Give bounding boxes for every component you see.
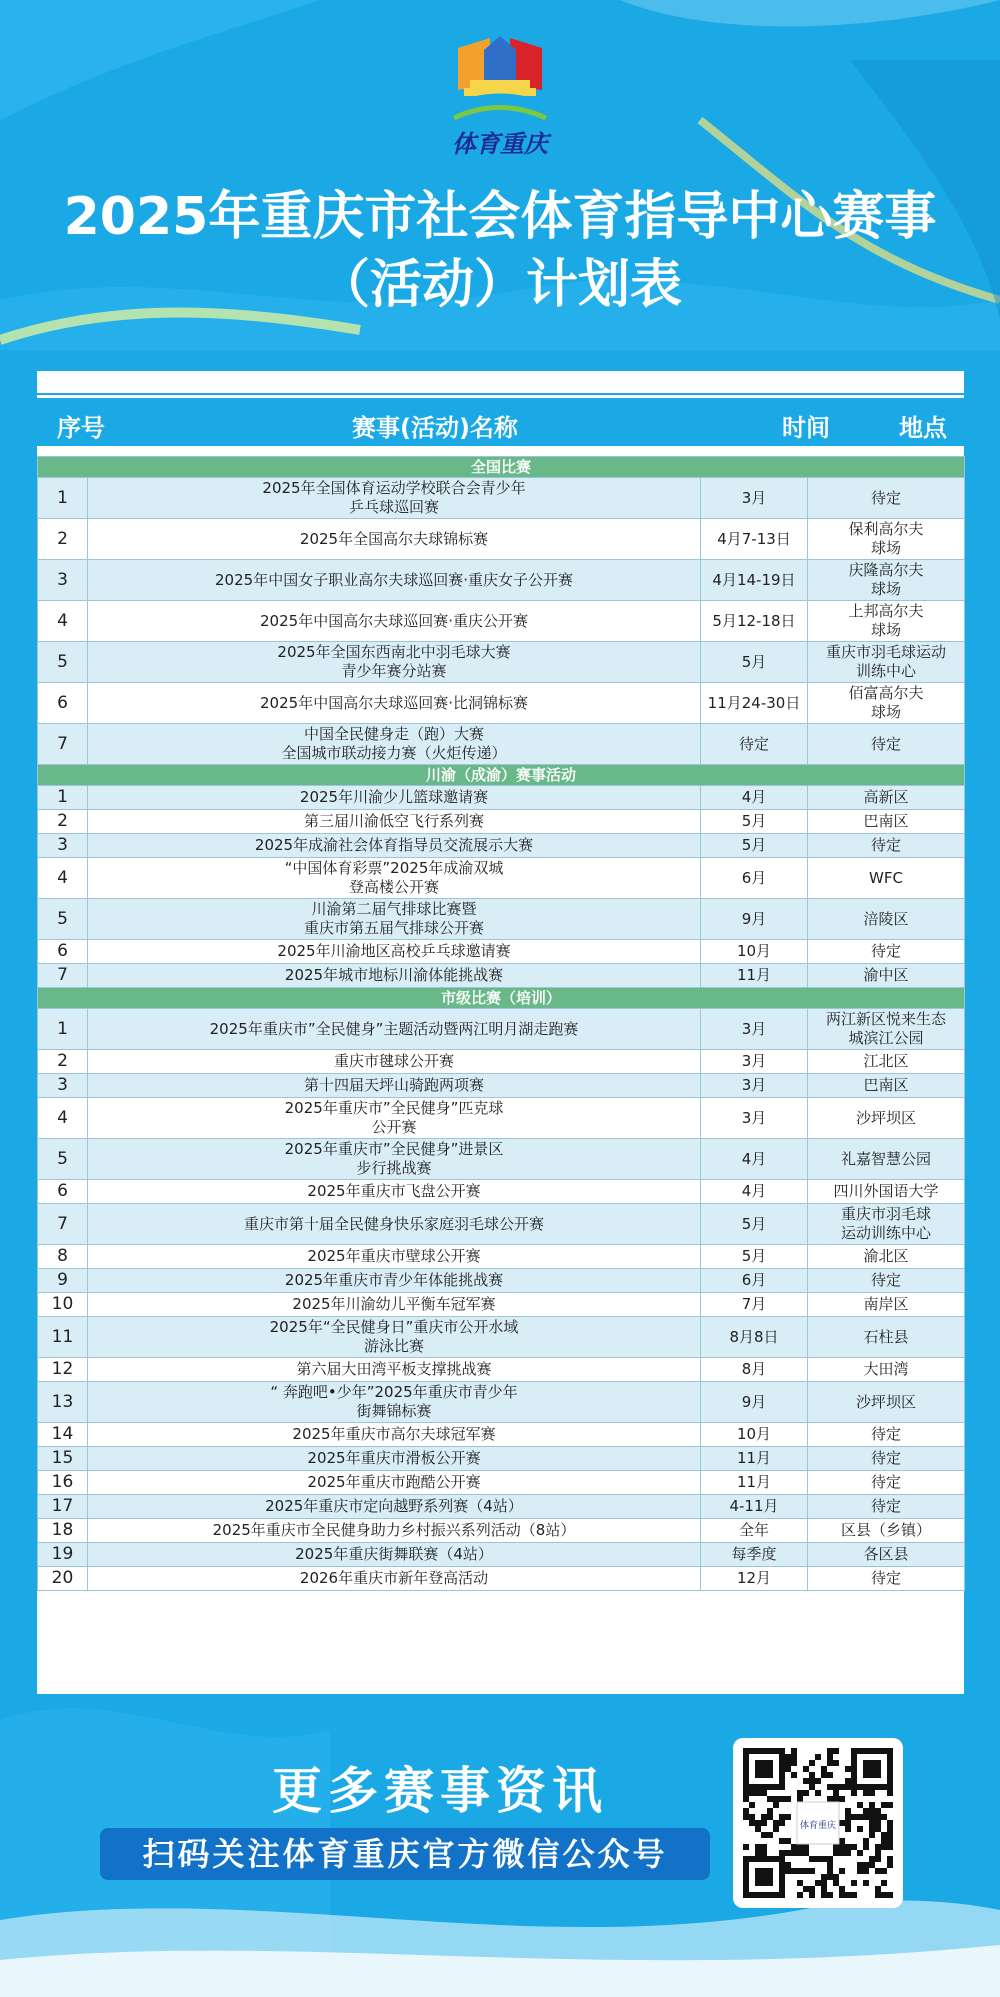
event-place: 石柱县	[808, 1317, 965, 1358]
event-name: 重庆市毽球公开赛	[88, 1050, 701, 1074]
event-place: 佰富高尔夫 球场	[808, 683, 965, 724]
event-place: 重庆市羽毛球运动 训练中心	[808, 642, 965, 683]
table-row	[38, 1269, 965, 1293]
event-time: 3月	[701, 1009, 808, 1050]
table-row	[38, 786, 965, 810]
event-name: 中国全民健身走（跑）大赛 全国城市联动接力赛（火炬传递）	[88, 724, 701, 765]
row-number: 2	[38, 810, 88, 834]
event-place: 渝北区	[808, 1245, 965, 1269]
event-place: 上邦高尔夫 球场	[808, 601, 965, 642]
table-row	[38, 940, 965, 964]
event-place: 礼嘉智慧公园	[808, 1139, 965, 1180]
row-number: 7	[38, 724, 88, 765]
event-time: 5月	[701, 1204, 808, 1245]
event-time: 5月	[701, 834, 808, 858]
row-number: 10	[38, 1293, 88, 1317]
table-row	[38, 1567, 965, 1591]
event-name: 2025年中国高尔夫球巡回赛·比洞锦标赛	[88, 683, 701, 724]
row-number: 6	[38, 940, 88, 964]
page-title-line2: （活动）计划表	[317, 255, 682, 315]
event-name: 2025年城市地标川渝体能挑战赛	[88, 964, 701, 988]
row-number: 8	[38, 1245, 88, 1269]
row-number: 20	[38, 1567, 88, 1591]
table-row	[38, 642, 965, 683]
section-header-row	[38, 457, 965, 478]
event-name: 第十四届天坪山骑跑两项赛	[88, 1074, 701, 1098]
event-time: 每季度	[701, 1543, 808, 1567]
qr-code-icon[interactable]	[743, 1748, 893, 1898]
row-number: 1	[38, 478, 88, 519]
event-place: 沙坪坝区	[808, 1098, 965, 1139]
event-time: 3月	[701, 1098, 808, 1139]
event-time: 7月	[701, 1293, 808, 1317]
footer-subtitle: 扫码关注体育重庆官方微信公众号	[100, 1828, 710, 1880]
event-time: 12月	[701, 1567, 808, 1591]
event-place: 待定	[808, 940, 965, 964]
row-number: 1	[38, 786, 88, 810]
event-place: 待定	[808, 1423, 965, 1447]
table-row	[38, 1423, 965, 1447]
event-name: 2025年川渝少儿篮球邀请赛	[88, 786, 701, 810]
row-number: 3	[38, 1074, 88, 1098]
section-header-row	[38, 988, 965, 1009]
section-header-row	[38, 765, 965, 786]
table-row	[38, 1139, 965, 1180]
event-place: 待定	[808, 478, 965, 519]
section-title: 全国比赛	[38, 457, 965, 478]
row-number: 15	[38, 1447, 88, 1471]
table-row	[38, 1358, 965, 1382]
row-number: 4	[38, 858, 88, 899]
table-row	[38, 964, 965, 988]
event-name: 2025年重庆市滑板公开赛	[88, 1447, 701, 1471]
row-number: 1	[38, 1009, 88, 1050]
row-number: 2	[38, 519, 88, 560]
row-number: 16	[38, 1471, 88, 1495]
event-time: 待定	[701, 724, 808, 765]
row-number: 3	[38, 560, 88, 601]
table-row	[38, 1447, 965, 1471]
event-name: “中国体育彩票”2025年成渝双城 登高楼公开赛	[88, 858, 701, 899]
event-name: 2025年重庆市全民健身助力乡村振兴系列活动（8站）	[88, 1519, 701, 1543]
event-place: 待定	[808, 724, 965, 765]
row-number: 5	[38, 899, 88, 940]
event-place: 保利高尔夫 球场	[808, 519, 965, 560]
event-place: 巴南区	[808, 810, 965, 834]
event-name: 2025年重庆街舞联赛（4站）	[88, 1543, 701, 1567]
event-time: 11月	[701, 1447, 808, 1471]
event-time: 11月24-30日	[701, 683, 808, 724]
header-time: 时间	[782, 414, 830, 442]
row-number: 3	[38, 834, 88, 858]
event-name: 2025年中国女子职业高尔夫球巡回赛·重庆女子公开赛	[88, 560, 701, 601]
footer-title: 更多赛事资讯	[272, 1762, 608, 1820]
row-number: 4	[38, 601, 88, 642]
table-row	[38, 724, 965, 765]
event-time: 5月	[701, 810, 808, 834]
table-row	[38, 810, 965, 834]
event-name: 2025年“全民健身日”重庆市公开水域 游泳比赛	[88, 1317, 701, 1358]
table-row	[38, 1180, 965, 1204]
row-number: 14	[38, 1423, 88, 1447]
table-row	[38, 1074, 965, 1098]
row-number: 12	[38, 1358, 88, 1382]
section-title: 川渝（成渝）赛事活动	[38, 765, 965, 786]
event-time: 3月	[701, 1074, 808, 1098]
table-row	[38, 1098, 965, 1139]
event-time: 4月14-19日	[701, 560, 808, 601]
event-time: 全年	[701, 1519, 808, 1543]
header-place: 地点	[899, 414, 947, 442]
logo-text: 体育重庆	[452, 129, 548, 158]
event-name: 2025年全国高尔夫球锦标赛	[88, 519, 701, 560]
event-name: 2025年重庆市飞盘公开赛	[88, 1180, 701, 1204]
row-number: 13	[38, 1382, 88, 1423]
event-place: 待定	[808, 1471, 965, 1495]
row-number: 17	[38, 1495, 88, 1519]
row-number: 4	[38, 1098, 88, 1139]
logo	[440, 30, 560, 160]
table-row	[38, 834, 965, 858]
event-time: 11月	[701, 1471, 808, 1495]
event-name: 2025年全国体育运动学校联合会青少年 乒乓球巡回赛	[88, 478, 701, 519]
event-name: 2025年重庆市”全民健身”进景区 步行挑战赛	[88, 1139, 701, 1180]
table-row	[38, 858, 965, 899]
table-row	[38, 1543, 965, 1567]
event-time: 5月12-18日	[701, 601, 808, 642]
row-number: 5	[38, 642, 88, 683]
event-place: 四川外国语大学	[808, 1180, 965, 1204]
row-number: 6	[38, 1180, 88, 1204]
event-name: 2025年重庆市青少年体能挑战赛	[88, 1269, 701, 1293]
event-name: 2025年成渝社会体育指导员交流展示大赛	[88, 834, 701, 858]
event-place: 渝中区	[808, 964, 965, 988]
event-place: 待定	[808, 834, 965, 858]
table-row	[38, 1009, 965, 1050]
section-title: 市级比赛（培训）	[38, 988, 965, 1009]
event-time: 4-11月	[701, 1495, 808, 1519]
row-number: 7	[38, 1204, 88, 1245]
event-time: 8月	[701, 1358, 808, 1382]
event-name: 2025年全国东西南北中羽毛球大赛 青少年赛分站赛	[88, 642, 701, 683]
table-row	[38, 1317, 965, 1358]
event-time: 9月	[701, 1382, 808, 1423]
event-time: 5月	[701, 642, 808, 683]
table-row	[38, 1495, 965, 1519]
row-number: 9	[38, 1269, 88, 1293]
event-name: 2025年重庆市”全民健身”匹克球 公开赛	[88, 1098, 701, 1139]
table-row	[38, 1471, 965, 1495]
event-place: 大田湾	[808, 1358, 965, 1382]
table-header	[37, 398, 964, 446]
event-place: 待定	[808, 1495, 965, 1519]
event-time: 6月	[701, 1269, 808, 1293]
event-place: WFC	[808, 858, 965, 899]
event-place: 高新区	[808, 786, 965, 810]
event-name: 川渝第二届气排球比赛暨 重庆市第五届气排球公开赛	[88, 899, 701, 940]
table-row	[38, 1382, 965, 1423]
event-name: 2025年中国高尔夫球巡回赛·重庆公开赛	[88, 601, 701, 642]
event-name: “ 奔跑吧•少年”2025年重庆市青少年 街舞锦标赛	[88, 1382, 701, 1423]
table-row	[38, 1519, 965, 1543]
event-name: 2025年重庆市高尔夫球冠军赛	[88, 1423, 701, 1447]
event-name: 2025年川渝幼儿平衡车冠军赛	[88, 1293, 701, 1317]
event-place: 两江新区悦来生态 城滨江公园	[808, 1009, 965, 1050]
event-place: 重庆市羽毛球 运动训练中心	[808, 1204, 965, 1245]
event-name: 2025年重庆市壁球公开赛	[88, 1245, 701, 1269]
event-time: 4月	[701, 1139, 808, 1180]
event-name: 第三届川渝低空飞行系列赛	[88, 810, 701, 834]
header-no: 序号	[57, 414, 105, 442]
event-plan-table	[37, 456, 965, 1591]
event-time: 3月	[701, 1050, 808, 1074]
event-place: 待定	[808, 1447, 965, 1471]
page-title-line1: 2025年重庆市社会体育指导中心赛事	[63, 187, 937, 247]
table-row	[38, 519, 965, 560]
event-time: 9月	[701, 899, 808, 940]
row-number: 7	[38, 964, 88, 988]
event-place: 庆隆高尔夫 球场	[808, 560, 965, 601]
table-row	[38, 1293, 965, 1317]
event-place: 各区县	[808, 1543, 965, 1567]
row-number: 6	[38, 683, 88, 724]
table-row	[38, 1245, 965, 1269]
event-time: 6月	[701, 858, 808, 899]
table-row	[38, 478, 965, 519]
table-row	[38, 899, 965, 940]
row-number: 5	[38, 1139, 88, 1180]
event-name: 第六届大田湾平板支撑挑战赛	[88, 1358, 701, 1382]
event-name: 2025年重庆市定向越野系列赛（4站）	[88, 1495, 701, 1519]
event-place: 区县（乡镇）	[808, 1519, 965, 1543]
header-name: 赛事(活动)名称	[352, 414, 518, 442]
event-time: 4月	[701, 786, 808, 810]
table-row	[38, 683, 965, 724]
event-time: 3月	[701, 478, 808, 519]
event-name: 2025年重庆市”全民健身”主题活动暨两江明月湖走跑赛	[88, 1009, 701, 1050]
row-number: 19	[38, 1543, 88, 1567]
event-time: 4月7-13日	[701, 519, 808, 560]
event-place: 江北区	[808, 1050, 965, 1074]
logo-emblem-icon	[440, 30, 560, 126]
row-number: 18	[38, 1519, 88, 1543]
table-row	[38, 1204, 965, 1245]
event-time: 11月	[701, 964, 808, 988]
event-name: 重庆市第十届全民健身快乐家庭羽毛球公开赛	[88, 1204, 701, 1245]
event-time: 4月	[701, 1180, 808, 1204]
event-place: 涪陵区	[808, 899, 965, 940]
event-place: 待定	[808, 1269, 965, 1293]
event-time: 10月	[701, 1423, 808, 1447]
event-place: 巴南区	[808, 1074, 965, 1098]
event-name: 2025年川渝地区高校乒乓球邀请赛	[88, 940, 701, 964]
table-row	[38, 560, 965, 601]
event-time: 8月8日	[701, 1317, 808, 1358]
event-name: 2026年重庆市新年登高活动	[88, 1567, 701, 1591]
row-number: 11	[38, 1317, 88, 1358]
table-row	[38, 1050, 965, 1074]
qr-center-label: 体育重庆	[799, 1821, 837, 1831]
event-time: 10月	[701, 940, 808, 964]
table-panel-top	[37, 371, 964, 395]
event-place: 沙坪坝区	[808, 1382, 965, 1423]
event-time: 5月	[701, 1245, 808, 1269]
event-name: 2025年重庆市跑酷公开赛	[88, 1471, 701, 1495]
event-place: 南岸区	[808, 1293, 965, 1317]
row-number: 2	[38, 1050, 88, 1074]
table-row	[38, 601, 965, 642]
event-place: 待定	[808, 1567, 965, 1591]
